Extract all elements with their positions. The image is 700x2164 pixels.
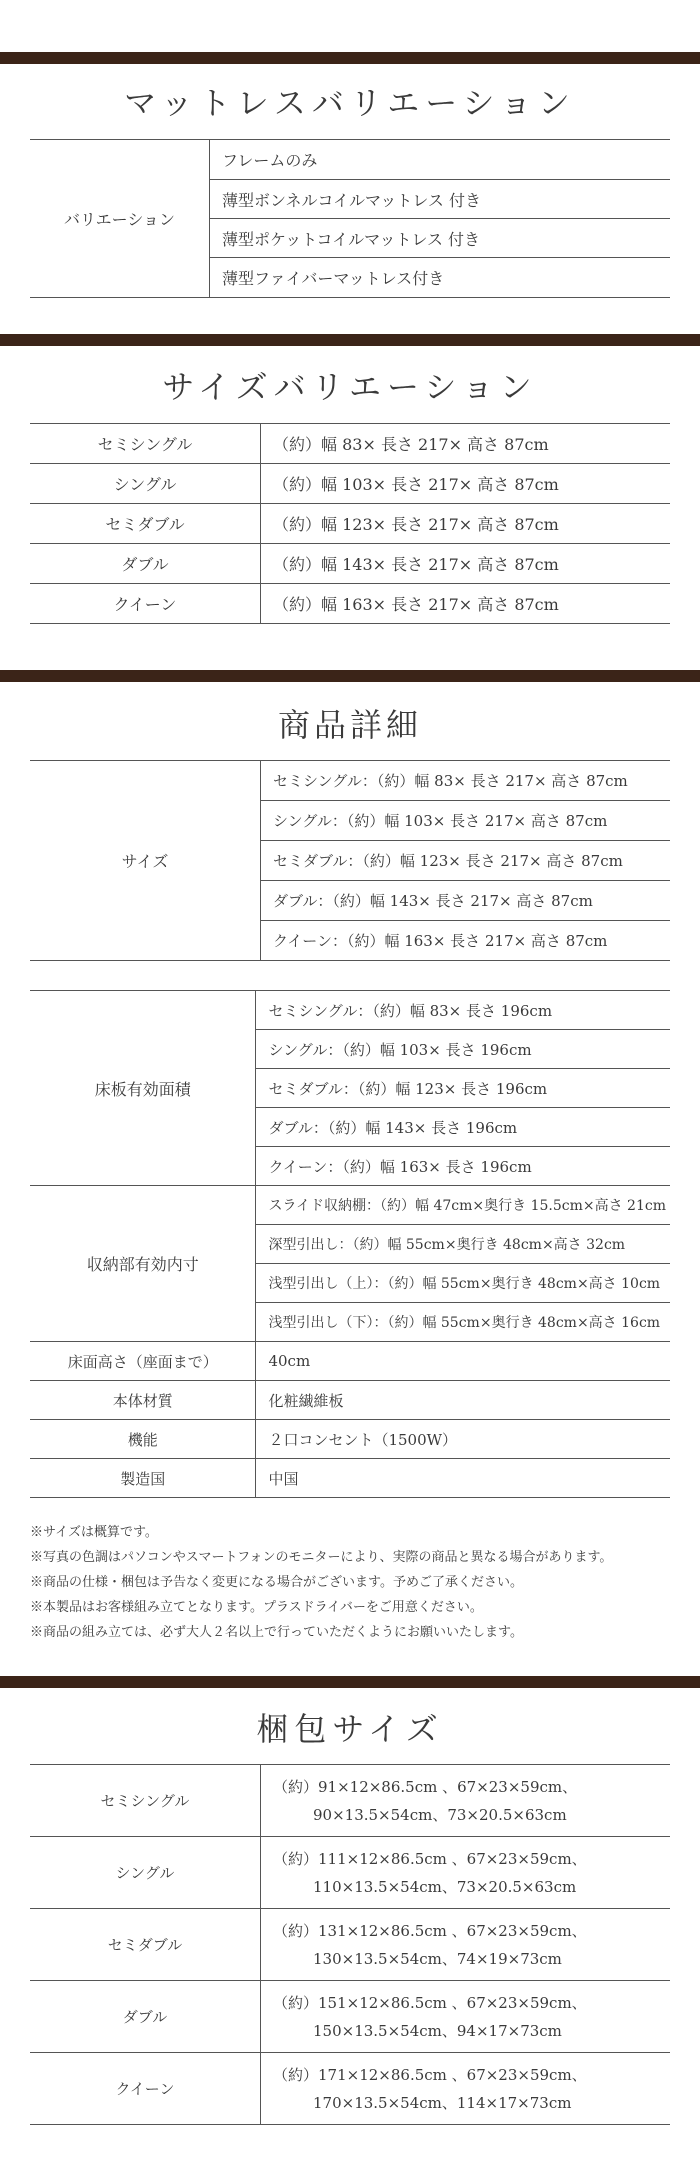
mattress-variation-table bbox=[30, 139, 670, 298]
packing-value bbox=[261, 2053, 671, 2125]
size-value: （約）幅 163× 長さ 217× 高さ 87cm bbox=[261, 584, 671, 624]
details-size-value: クイーン：（約）幅 163× 長さ 217× 高さ 87cm bbox=[261, 921, 671, 961]
packing-value-line2: 170×13.5×54cm、114×17×73cm bbox=[313, 2093, 572, 2112]
material-label: 本体材質 bbox=[30, 1381, 256, 1420]
table-row bbox=[30, 464, 670, 504]
notes-block bbox=[30, 1520, 670, 1645]
table-row bbox=[30, 1765, 670, 1837]
packing-value bbox=[261, 1909, 671, 1981]
storage-value: 浅型引出し（上）：（約）幅 55cm×奥行き 48cm×高さ 10cm bbox=[256, 1264, 670, 1303]
table-row bbox=[30, 761, 670, 801]
mattress-option: 薄型ポケットコイルマットレス 付き bbox=[210, 219, 671, 258]
table-row bbox=[30, 1837, 670, 1909]
packing-value-line1: （約）171×12×86.5cm 、67×23×59cm、 bbox=[273, 2065, 587, 2084]
function-label: 機能 bbox=[30, 1420, 256, 1459]
details-size-table bbox=[30, 760, 670, 961]
origin-value: 中国 bbox=[256, 1459, 670, 1498]
packing-value-line2: 130×13.5×54cm、74×19×73cm bbox=[313, 1949, 562, 1968]
details-size-value: セミダブル：（約）幅 123× 長さ 217× 高さ 87cm bbox=[261, 841, 671, 881]
floor-height-value: 40cm bbox=[256, 1342, 670, 1381]
floor-area-value: セミダブル：（約）幅 123× 長さ 196cm bbox=[256, 1069, 670, 1108]
size-label: ダブル bbox=[30, 544, 261, 584]
note-line: ※本製品はお客様組み立てとなります。プラスドライバーをご用意ください。 bbox=[30, 1600, 483, 1615]
packing-value bbox=[261, 1765, 671, 1837]
packing-value bbox=[261, 1837, 671, 1909]
section-band-details bbox=[0, 670, 700, 682]
table-row bbox=[30, 1342, 670, 1381]
table-row bbox=[30, 1909, 670, 1981]
floor-height-label: 床面高さ（座面まで） bbox=[30, 1342, 256, 1381]
table-row bbox=[30, 1186, 670, 1225]
table-row bbox=[30, 2053, 670, 2125]
product-details-title: 商品詳細 bbox=[277, 706, 422, 744]
floor-area-label: 床板有効面積 bbox=[30, 991, 256, 1186]
table-row bbox=[30, 991, 670, 1030]
size-variation-title: サイズバリエーション bbox=[162, 368, 538, 406]
packing-label: クイーン bbox=[30, 2053, 261, 2125]
note-line: ※写真の色調はパソコンやスマートフォンのモニターにより、実際の商品と異なる場合があります。 bbox=[30, 1550, 613, 1565]
size-value: （約）幅 123× 長さ 217× 高さ 87cm bbox=[261, 504, 671, 544]
note-line: ※商品の組み立ては、必ず大人２名以上で行っていただくようにお願いいたします。 bbox=[30, 1625, 523, 1640]
mattress-variation-title: マットレスバリエーション bbox=[124, 84, 576, 122]
packing-size-table bbox=[30, 1764, 670, 2125]
table-row bbox=[30, 1981, 670, 2053]
size-value: （約）幅 83× 長さ 217× 高さ 87cm bbox=[261, 424, 671, 464]
packing-label: ダブル bbox=[30, 1981, 261, 2053]
table-row bbox=[30, 544, 670, 584]
mattress-option: 薄型ファイバーマットレス付き bbox=[210, 258, 671, 298]
packing-label: セミダブル bbox=[30, 1909, 261, 1981]
function-value: ２口コンセント（1500W） bbox=[256, 1420, 670, 1459]
storage-label: 収納部有効内寸 bbox=[30, 1186, 256, 1342]
material-value: 化粧繊維板 bbox=[256, 1381, 670, 1420]
mattress-option: 薄型ボンネルコイルマットレス 付き bbox=[210, 180, 671, 219]
size-label: セミダブル bbox=[30, 504, 261, 544]
table-row bbox=[30, 1381, 670, 1420]
note-line: ※商品の仕様・梱包は予告なく変更になる場合がございます。予めご了承ください。 bbox=[30, 1575, 523, 1590]
packing-value-line2: 150×13.5×54cm、94×17×73cm bbox=[313, 2021, 562, 2040]
size-label: シングル bbox=[30, 464, 261, 504]
packing-value-line2: 90×13.5×54cm、73×20.5×63cm bbox=[313, 1805, 567, 1824]
size-value: （約）幅 103× 長さ 217× 高さ 87cm bbox=[261, 464, 671, 504]
floor-area-value: セミシングル：（約）幅 83× 長さ 196cm bbox=[256, 991, 670, 1030]
packing-value-line2: 110×13.5×54cm、73×20.5×63cm bbox=[313, 1877, 577, 1896]
packing-value-line1: （約）151×12×86.5cm 、67×23×59cm、 bbox=[273, 1993, 587, 2012]
floor-area-value: クイーン：（約）幅 163× 長さ 196cm bbox=[256, 1147, 670, 1186]
details-size-value: シングル：（約）幅 103× 長さ 217× 高さ 87cm bbox=[261, 801, 671, 841]
details-size-value: セミシングル：（約）幅 83× 長さ 217× 高さ 87cm bbox=[261, 761, 671, 801]
table-row bbox=[30, 504, 670, 544]
table-row bbox=[30, 140, 670, 180]
note-line: ※サイズは概算です。 bbox=[30, 1525, 158, 1540]
packing-value bbox=[261, 1981, 671, 2053]
floor-area-value: ダブル：（約）幅 143× 長さ 196cm bbox=[256, 1108, 670, 1147]
packing-value-line1: （約）131×12×86.5cm 、67×23×59cm、 bbox=[273, 1921, 587, 1940]
table-row bbox=[30, 424, 670, 464]
section-band-packing bbox=[0, 1676, 700, 1688]
table-row bbox=[30, 1420, 670, 1459]
packing-size-title: 梱包サイズ bbox=[256, 1710, 444, 1748]
details-size-label: サイズ bbox=[30, 761, 261, 961]
floor-area-value: シングル：（約）幅 103× 長さ 196cm bbox=[256, 1030, 670, 1069]
section-band-mattress bbox=[0, 52, 700, 64]
size-value: （約）幅 143× 長さ 217× 高さ 87cm bbox=[261, 544, 671, 584]
table-row bbox=[30, 584, 670, 624]
packing-value-line1: （約）111×12×86.5cm 、67×23×59cm、 bbox=[273, 1849, 587, 1868]
storage-value: 浅型引出し（下）：（約）幅 55cm×奥行き 48cm×高さ 16cm bbox=[256, 1303, 670, 1342]
packing-value-line1: （約）91×12×86.5cm 、67×23×59cm、 bbox=[273, 1777, 578, 1796]
storage-value: スライド収納棚：（約）幅 47cm×奥行き 15.5cm×高さ 21cm bbox=[256, 1186, 670, 1225]
table-row bbox=[30, 1459, 670, 1498]
size-label: セミシングル bbox=[30, 424, 261, 464]
packing-label: セミシングル bbox=[30, 1765, 261, 1837]
size-label: クイーン bbox=[30, 584, 261, 624]
details-spec-table bbox=[30, 990, 670, 1498]
mattress-variation-label: バリエーション bbox=[30, 140, 210, 298]
storage-value: 深型引出し：（約）幅 55cm×奥行き 48cm×高さ 32cm bbox=[256, 1225, 670, 1264]
details-size-value: ダブル：（約）幅 143× 長さ 217× 高さ 87cm bbox=[261, 881, 671, 921]
size-variation-table bbox=[30, 423, 670, 624]
origin-label: 製造国 bbox=[30, 1459, 256, 1498]
section-band-size bbox=[0, 334, 700, 346]
mattress-option: フレームのみ bbox=[210, 140, 671, 180]
packing-label: シングル bbox=[30, 1837, 261, 1909]
